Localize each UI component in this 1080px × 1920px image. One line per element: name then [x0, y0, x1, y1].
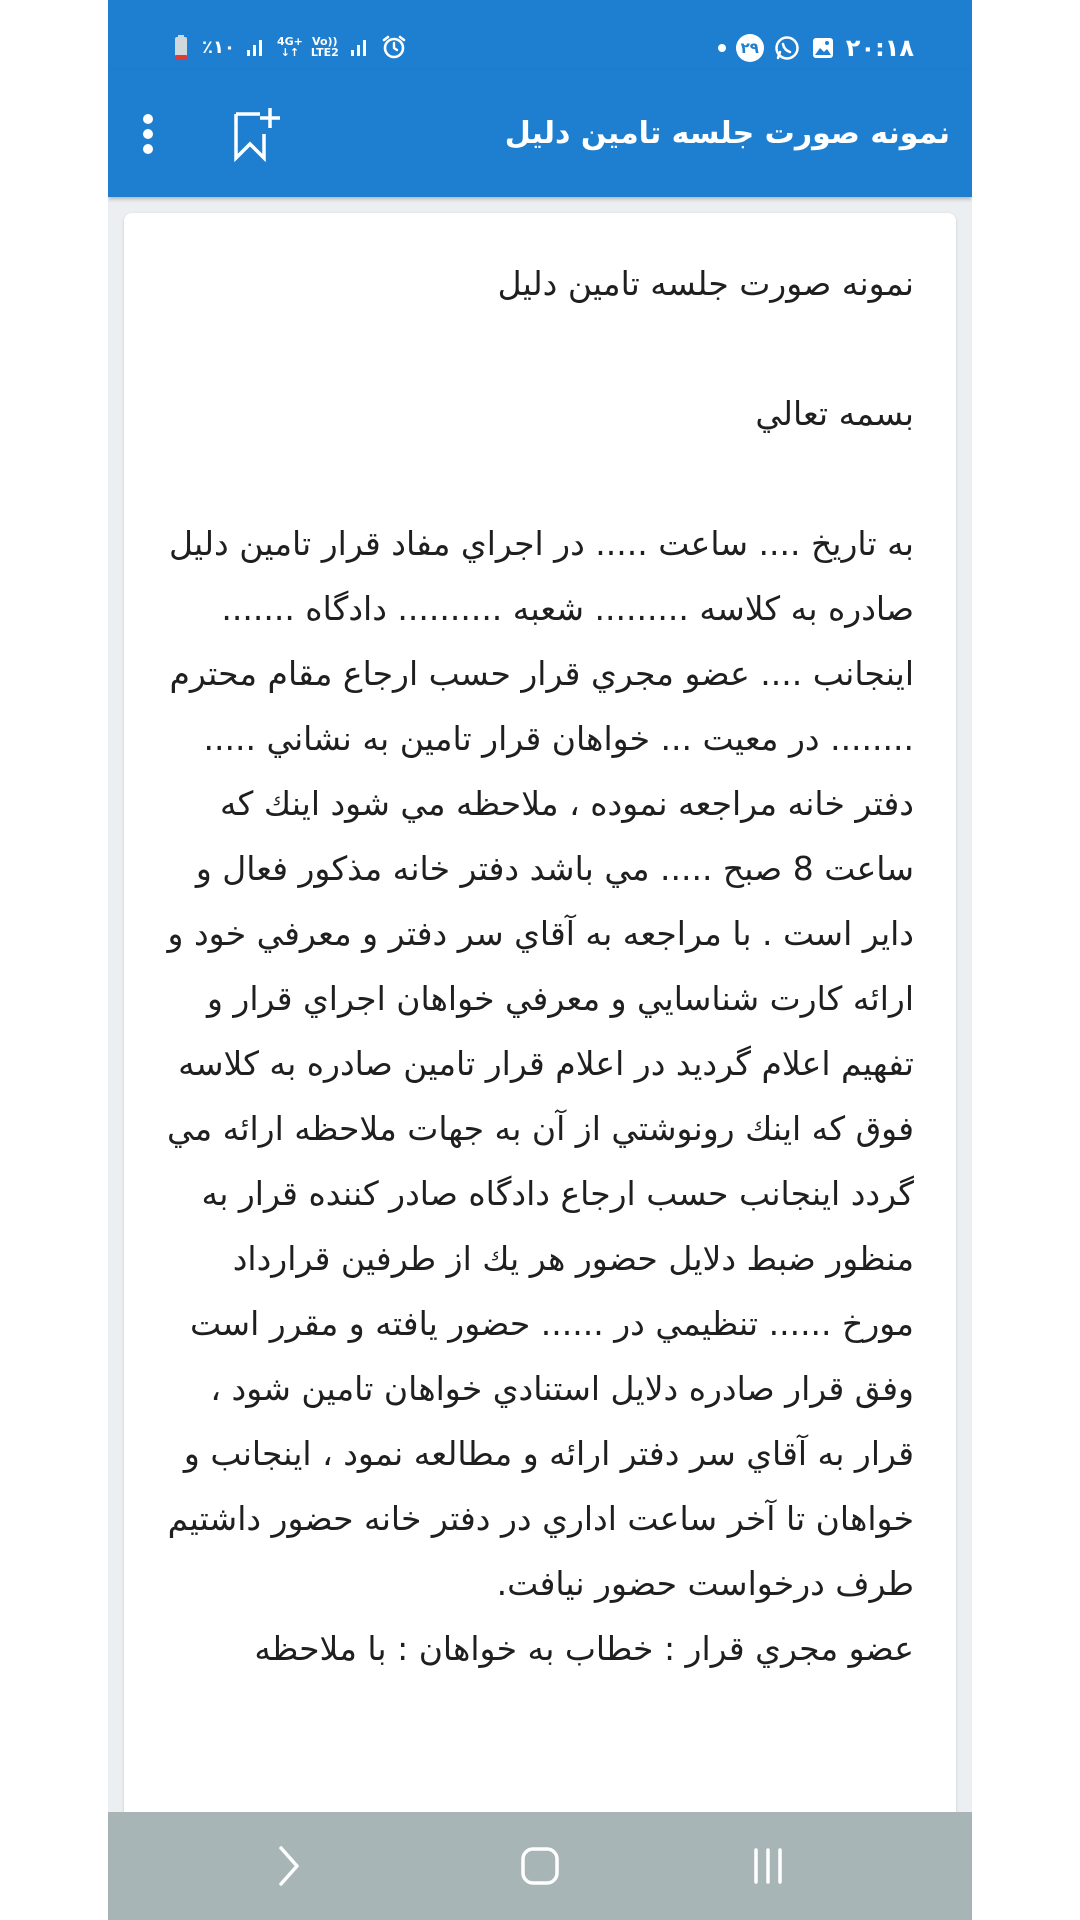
status-left-group — [168, 34, 407, 60]
recents-lines-icon — [748, 1846, 788, 1886]
back-button[interactable] — [228, 1812, 348, 1920]
add-bookmark-button[interactable] — [226, 104, 286, 164]
recents-button[interactable] — [708, 1812, 828, 1920]
status-right-group — [712, 34, 914, 62]
more-vert-icon — [140, 112, 156, 156]
battery-icon — [168, 34, 194, 60]
network-4g-text: 4G+ — [276, 35, 303, 48]
document-last-line: عضو مجري قرار : خطاب به خواهان : با ملاحظه — [254, 1629, 914, 1668]
home-button[interactable] — [480, 1812, 600, 1920]
blank-line — [164, 446, 914, 511]
clock-time: ۲۰:۱۸ — [845, 34, 914, 62]
network-4g-indicator — [277, 36, 303, 58]
whatsapp-icon — [774, 35, 800, 61]
gallery-icon — [810, 35, 836, 61]
document-card — [124, 213, 956, 1920]
network-arrows-text: ↓↑ — [280, 46, 300, 59]
lte-text: LTE2 — [310, 46, 339, 59]
home-square-icon — [520, 1846, 560, 1886]
notification-count-badge: ۲۹ — [736, 34, 764, 62]
document-heading: نمونه صورت جلسه تامين دليل — [497, 264, 914, 303]
blank-line — [164, 316, 914, 381]
alarm-icon — [381, 34, 407, 60]
signal-icon — [243, 34, 269, 60]
document-text[interactable] — [164, 251, 914, 1681]
phone-screen — [108, 0, 972, 1920]
signal-icon-2 — [347, 34, 373, 60]
volte-text: Vo)) — [312, 35, 338, 48]
navigation-bar — [108, 1812, 972, 1920]
status-bar — [108, 0, 972, 70]
battery-percent: ٪۱۰ — [202, 36, 235, 58]
document-invocation: بسمه تعالي — [755, 394, 914, 433]
notification-dot-icon — [718, 44, 726, 52]
document-body: به تاريخ .... ساعت ..... در اجراي مفاد قرار تامين دليل صادره به كلاسه ......... شعبه .......... دادگاه ....... اينجانب .... عضو مجري قرار حسب ارجاع مقام محترم ........ در معيت ... خواهان قرار تامين به نشاني ..... دفتر خانه مراجعه نموده ، ملاحظه مي شود اينك كه ساعت 8 صبح ..... مي باشد دفتر خانه مذكور فعال و داير است . با مراجعه به آقاي سر دفتر و معرفي خود و ارائه كارت شناسايي و معرفي خواهان اجراي قرار و تفهيم اعلام گرديد در اعلام قرار تامين صادره به كلاسه فوق كه اينك رونوشتي از آن به جهات ملاحظه ارائه مي گردد اينجانب حسب ارجاع دادگاه صادر كننده قرار به منظور ضبط دلايل حضور هر يك از طرفين قرارداد مورخ ...... تنظيمي در ...... حضور يافته و مقرر است وفق قرار صادره دلايل استنادي خواهان تامين شود ، قرار به آقاي سر دفتر ارائه و مطالعه نمود ، اينجانب و خواهان تا آخر ساعت اداري در دفتر خانه حضور داشتيم طرف درخواست حضور نيافت. — [166, 524, 914, 1603]
volte-indicator — [311, 36, 339, 58]
add-bookmark-icon — [230, 106, 282, 162]
app-title: نمونه صورت جلسه تامین دلیل — [504, 116, 950, 151]
more-options-button[interactable] — [126, 108, 170, 160]
app-bar — [108, 70, 972, 197]
back-chevron-icon — [273, 1844, 303, 1888]
